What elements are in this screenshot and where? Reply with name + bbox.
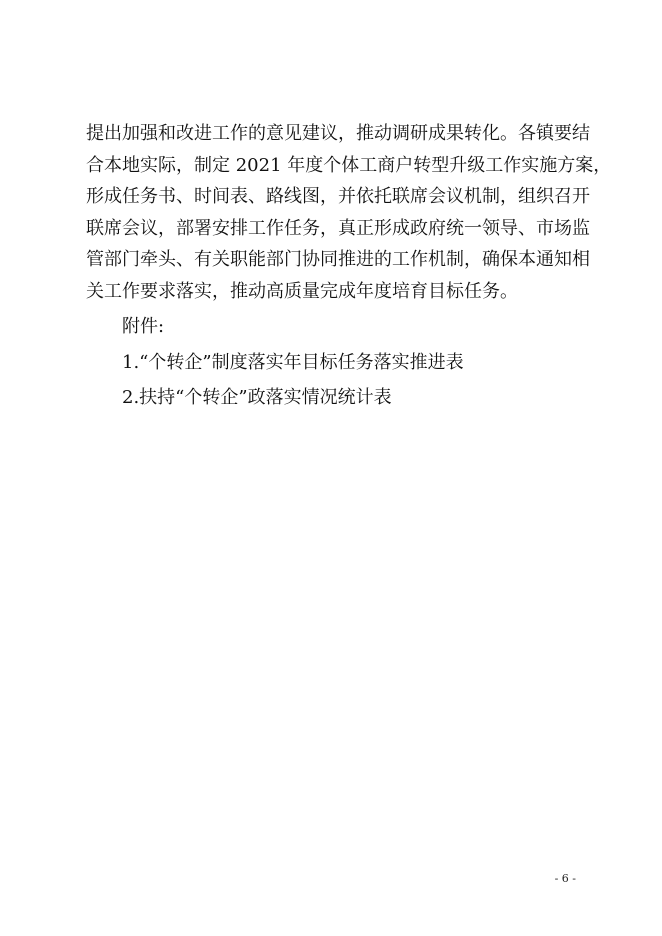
paragraph-line: 关工作要求落实，推动高质量完成年度培育目标任务。 — [86, 280, 518, 302]
paragraph-line: 合本地实际，制定 2021 年度个体工商户转型升级工作实施方案， — [86, 154, 612, 176]
paragraph-line: 管部门牵头、有关职能部门协同推进的工作机制，确保本通知相 — [86, 249, 590, 270]
attachment-item: 2.扶持“个转企”政落实情况统计表 — [122, 387, 392, 408]
page-number: - 6 - — [554, 872, 576, 885]
paragraph-line: 联席会议，部署安排工作任务，真正形成政府统一领导、市场监 — [86, 217, 590, 239]
paragraph-line: 提出加强和改进工作的意见建议，推动调研成果转化。各镇要结 — [86, 123, 590, 144]
attachment-item: 1.“个转企”制度落实年目标任务落实推进表 — [122, 351, 464, 373]
paragraph-line: 形成任务书、时间表、路线图，并依托联席会议机制，组织召开 — [86, 186, 590, 207]
attachments-label: 附件: — [122, 316, 165, 337]
document-body — [86, 118, 612, 414]
